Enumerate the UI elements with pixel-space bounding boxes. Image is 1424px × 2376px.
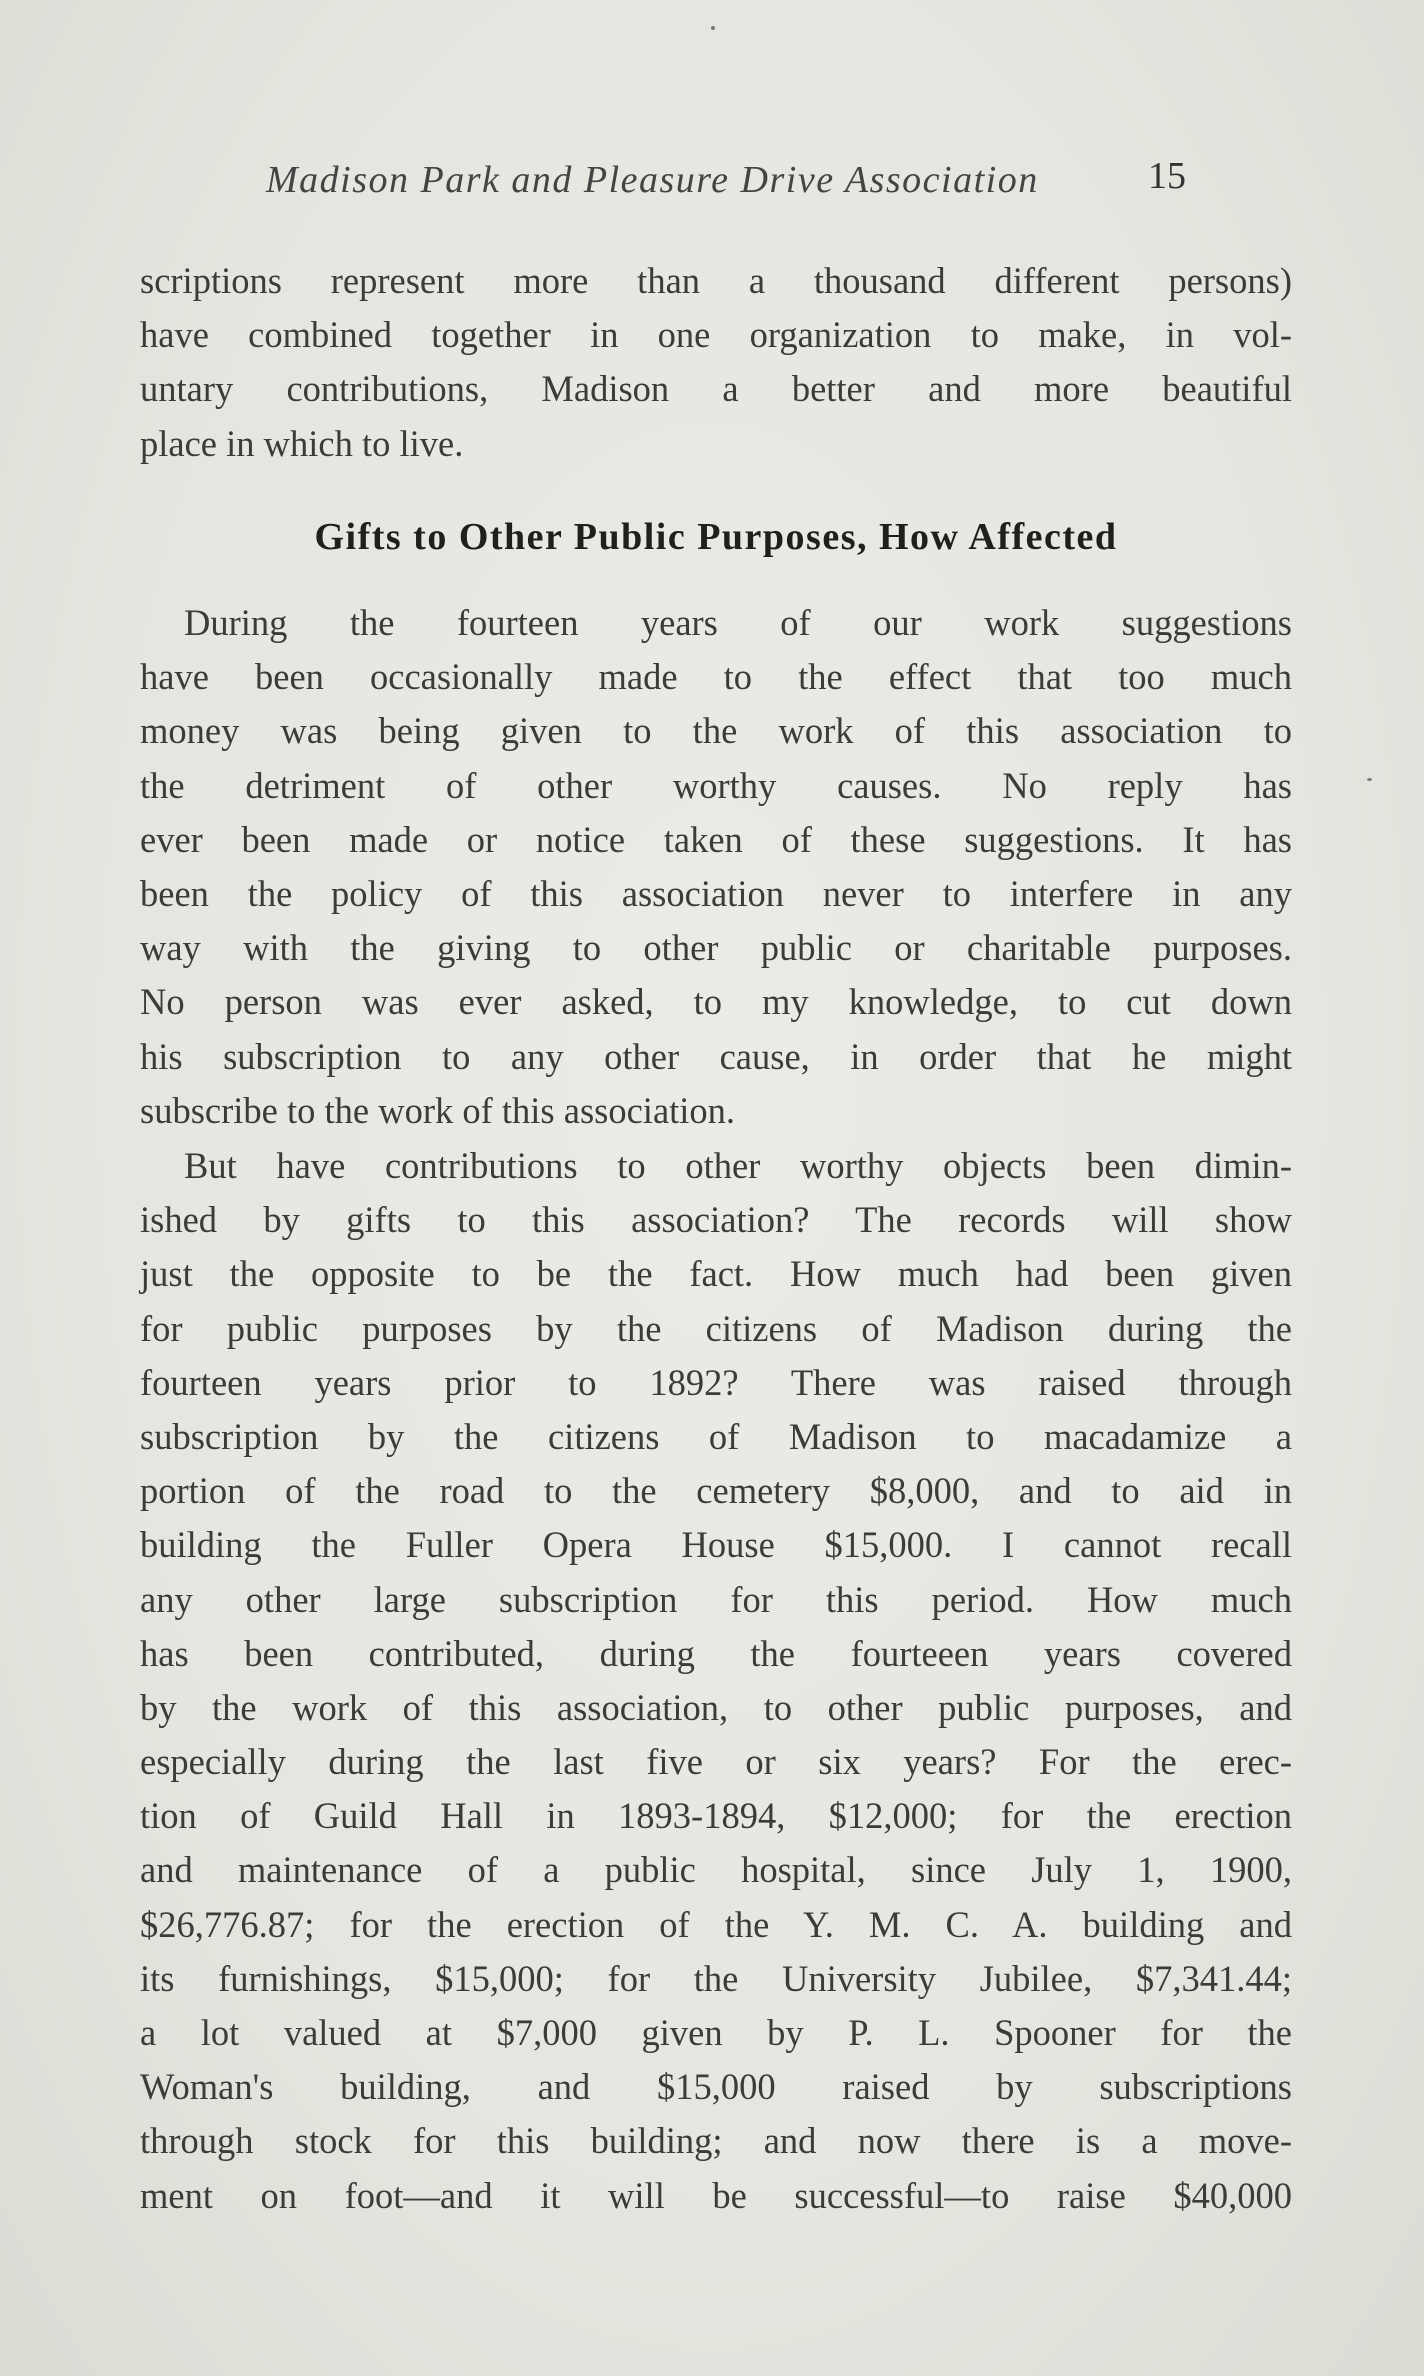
text-line: ished by gifts to this association? The records will show <box>140 1199 1292 1241</box>
text-line: and maintenance of a public hospital, since July 1, 1900, <box>140 1849 1292 1891</box>
text-line: through stock for this building; and now there is a move- <box>140 2120 1292 2162</box>
running-head <box>266 155 1186 214</box>
text-line: have been occasionally made to the effect that too much <box>140 656 1292 698</box>
page-number: 15 <box>1148 155 1186 197</box>
text-line: No person was ever asked, to my knowledge, to cut down <box>140 981 1292 1023</box>
running-head-title: Madison Park and Pleasure Drive Association <box>266 159 1039 201</box>
text-line: tion of Guild Hall in 1893-1894, $12,000; for the erection <box>140 1795 1292 1837</box>
text-line: During the fourteen years of our work suggestions <box>184 602 1292 643</box>
text-line: ever been made or notice taken of these suggestions. It has <box>140 818 1292 860</box>
text-line: by the work of this association, to other public purposes, and <box>140 1686 1292 1728</box>
paragraph-policy <box>140 596 1292 1138</box>
paragraph-contributions <box>140 1139 1292 2223</box>
text-line: have combined together in one organization to make, in vol- <box>140 314 1292 356</box>
text-line: portion of the road to the cemetery $8,000, and to aid in <box>140 1470 1292 1512</box>
text-line: subscribe to the work of this association. <box>140 1089 736 1131</box>
paper-speck <box>1367 778 1372 781</box>
text-line: subscription by the citizens of Madison to macadamize a <box>140 1415 1292 1457</box>
text-line: money was being given to the work of this association to <box>140 710 1292 752</box>
text-line: has been contributed, during the fourteeen years covered <box>140 1632 1292 1674</box>
text-line: his subscription to any other cause, in order that he might <box>140 1035 1292 1077</box>
text-line: just the opposite to be the fact. How much had been given <box>140 1253 1292 1295</box>
section-heading: Gifts to Other Public Purposes, How Affected <box>314 516 1118 558</box>
text-line: the detriment of other worthy causes. No reply has <box>140 764 1292 806</box>
text-line: its furnishings, $15,000; for the University Jubilee, $7,341.44; <box>140 1957 1292 1999</box>
text-line: any other large subscription for this period. How much <box>140 1578 1292 1620</box>
text-line: way with the giving to other public or charitable purposes. <box>140 927 1292 969</box>
text-line: fourteen years prior to 1892? There was raised through <box>140 1361 1292 1403</box>
paper-speck <box>711 26 715 30</box>
text-line: for public purposes by the citizens of Madison during the <box>140 1307 1292 1349</box>
text-line: building the Fuller Opera House $15,000. I cannot recall <box>140 1524 1292 1566</box>
text-line: a lot valued at $7,000 given by P. L. Spooner for the <box>140 2012 1292 2053</box>
text-line: But have contributions to other worthy objects been dimin- <box>184 1145 1292 1186</box>
text-line: scriptions represent more than a thousand different persons) <box>140 260 1292 301</box>
text-line: place in which to live. <box>140 422 464 464</box>
text-line: Woman's building, and $15,000 raised by subscriptions <box>140 2066 1292 2108</box>
text-line: been the policy of this association never to interfere in any <box>140 872 1292 914</box>
text-line: untary contributions, Madison a better and more beautiful <box>140 368 1292 410</box>
text-line: ment on foot—and it will be successful—to raise $40,000 <box>140 2174 1292 2216</box>
paragraph-continuation <box>140 254 1292 471</box>
text-line: $26,776.87; for the erection of the Y. M. C. A. building and <box>140 1903 1292 1945</box>
text-line: especially during the last five or six years? For the erec- <box>140 1741 1292 1783</box>
